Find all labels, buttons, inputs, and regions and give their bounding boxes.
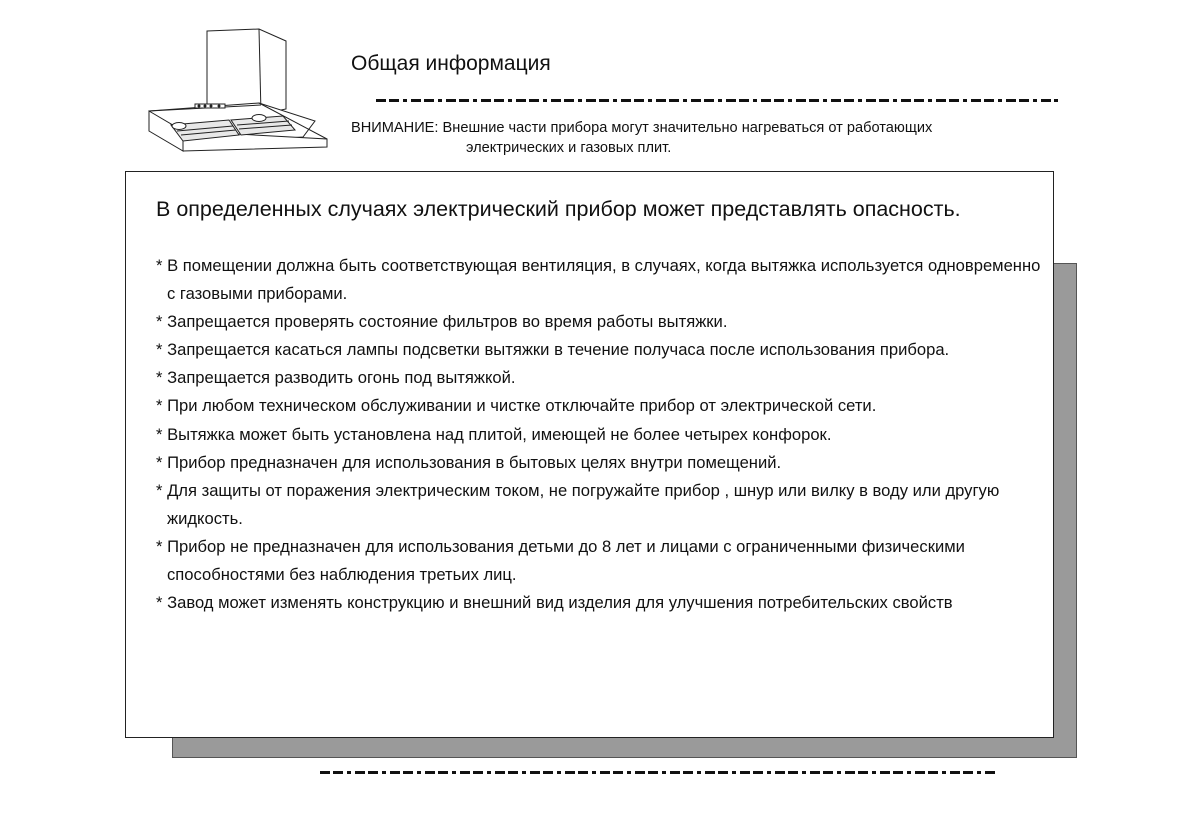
list-item: * Прибор не предназначен для использования детьми до 8 лет и лицами с ограниченными физическими способностями без наблюдения третьих лиц. — [156, 536, 965, 585]
divider-bottom — [320, 771, 998, 774]
list-item: * В помещении должна быть соответствующая вентиляция, в случаях, когда вытяжка используется одновременно с газовыми приборами. — [156, 256, 1041, 304]
panel-heading: В определенных случаях электрический прибор может представлять опасность. — [156, 197, 961, 221]
divider-top — [376, 99, 1058, 102]
list-item: * Запрещается касаться лампы подсветки вытяжки в течение получаса после использования прибора. — [156, 340, 950, 360]
list-item: * Для защиты от поражения электрическим током, не погружайте прибор , шнур или вилку в воду или другую жидкость. — [156, 480, 1000, 528]
page-title: Общая информация — [351, 52, 551, 75]
list-item: * Запрещается разводить огонь под вытяжкой. — [156, 368, 516, 388]
list-item: * При любом техническом обслуживании и чистке отключайте прибор от электрической сети. — [156, 396, 877, 416]
safety-list — [156, 252, 1051, 617]
list-item: * Вытяжка может быть установлена над плитой, имеющей не более четырех конфорок. — [156, 424, 832, 444]
safety-panel — [125, 171, 1054, 738]
warning-text-line2: электрических и газовых плит. — [466, 140, 672, 156]
list-item: * Прибор предназначен для использования в бытовых целях внутри помещений. — [156, 452, 782, 472]
warning-text-line1: Внешние части прибора могут значительно нагреваться от работающих — [442, 120, 933, 136]
range-hood-icon — [143, 27, 328, 161]
warning-label: ВНИМАНИЕ: — [351, 120, 439, 136]
list-item: * Завод может изменять конструкцию и внешний вид изделия для улучшения потребительских свойств — [156, 593, 953, 613]
list-item: * Запрещается проверять состояние фильтров во время работы вытяжки. — [156, 312, 728, 332]
warning-note — [351, 118, 1091, 158]
